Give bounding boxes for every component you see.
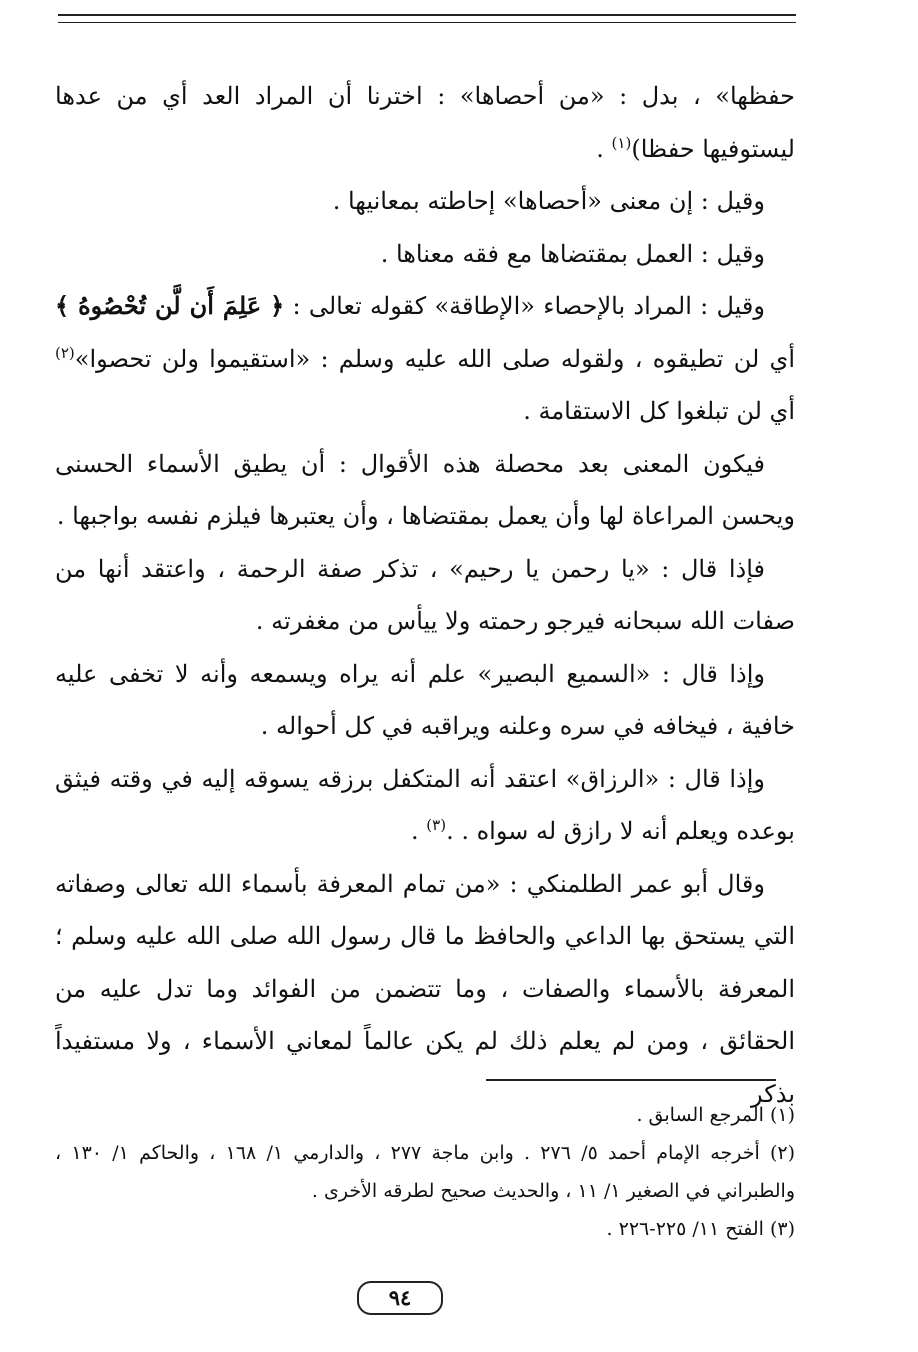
page-number: ٩٤	[357, 1281, 443, 1315]
paragraph-4	[55, 280, 795, 438]
footnote-3: (٣) الفتح ١١/ ٢٢٥-٢٢٦ .	[606, 1218, 795, 1240]
paragraph-3	[55, 228, 795, 281]
footnote-ref-3: (٣)	[426, 816, 447, 834]
main-text	[55, 70, 795, 1120]
paragraph-1-after: .	[596, 134, 612, 163]
footnote-2: (٢) أخرجه الإمام أحمد ٥/ ٢٧٦ . وابن ماجة ٢٧٧ ، والدارمي ١/ ١٦٨ ، والحاكم ١/ ١٣٠ ، والطبراني في الصغير ١/ ١١ ، والحديث صحيح لطرقه الأخرى .	[55, 1142, 795, 1202]
top-rule-thick	[58, 14, 796, 16]
paragraph-1-text: حفظها» ، بدل : «من أحصاها» : اخترنا أن المراد العد أي من عدها ليستوفيها حفظا)	[55, 82, 795, 163]
paragraph-4-text2: أي لن تطيقوه ، ولقوله صلى الله عليه وسلم : «استقيموا ولن تحصوا»	[74, 344, 795, 373]
paragraph-7	[55, 648, 795, 753]
paragraph-4-after: أي لن تبلغوا كل الاستقامة .	[523, 397, 795, 425]
paragraph-8-after: .	[411, 817, 427, 845]
quran-quote: ﴿ عَلِمَ أَن لَّن تُحْصُوهُ ﴾	[55, 291, 285, 320]
paragraph-6	[55, 543, 795, 648]
paragraph-8	[55, 753, 795, 858]
top-rule-thin	[58, 22, 796, 23]
paragraph-2-text: وقيل : إن معنى «أحصاها» إحاطته بمعانيها .	[332, 187, 765, 215]
paragraph-8-text: وإذا قال : «الرزاق» اعتقد أنه المتكفل برزقه يسوقه إليه في وقته فيثق بوعده ويعلم أنه لا رازق له سواه . .	[55, 764, 795, 845]
paragraph-6-text: فإذا قال : «يا رحمن يا رحيم» ، تذكر صفة الرحمة ، واعتقد أنها من صفات الله سبحانه فيرجو رحمته ولا ييأس من مغفرته .	[55, 554, 795, 635]
paragraph-2	[55, 175, 795, 228]
footnote-ref-1: (١)	[611, 133, 632, 152]
paragraph-5	[55, 438, 795, 543]
footnote-separator	[486, 1079, 776, 1081]
paragraph-1	[55, 70, 795, 175]
paragraph-9-text: وقال أبو عمر الطلمنكي : «من تمام المعرفة بأسماء الله تعالى وصفاته التي يستحق بها الداعي والحافظ ما قال رسول الله صلى الله عليه وسلم ؛ المعرفة بالأسماء والصفات ، وما تتضمن من الفوائد وما تدل عليه من الحقائق ، ومن لم يعلم ذلك لم يكن عالماً لمعاني الأسماء ، ولا مستفيداً بذكر	[55, 869, 795, 1108]
footnote-ref-2: (٢)	[55, 343, 75, 362]
paragraph-5-text: فيكون المعنى بعد محصلة هذه الأقوال : أن يطيق الأسماء الحسنى ويحسن المراعاة لها وأن يعمل بمقتضاها ، وأن يعتبرها فيلزم نفسه بواجبها .	[55, 449, 795, 530]
paragraph-7-text: وإذا قال : «السميع البصير» علم أنه يراه ويسمعه وأنه لا تخفى عليه خافية ، فيخافه في سره وعلنه ويراقبه في كل أحواله .	[55, 659, 795, 740]
footnotes	[55, 1096, 795, 1248]
footnote-1: (١) المرجع السابق .	[636, 1104, 795, 1126]
paragraph-3-text: وقيل : العمل بمقتضاها مع فقه معناها .	[380, 239, 765, 268]
paragraph-4-text: وقيل : المراد بالإحصاء «الإطاقة» كقوله تعالى :	[284, 292, 765, 320]
